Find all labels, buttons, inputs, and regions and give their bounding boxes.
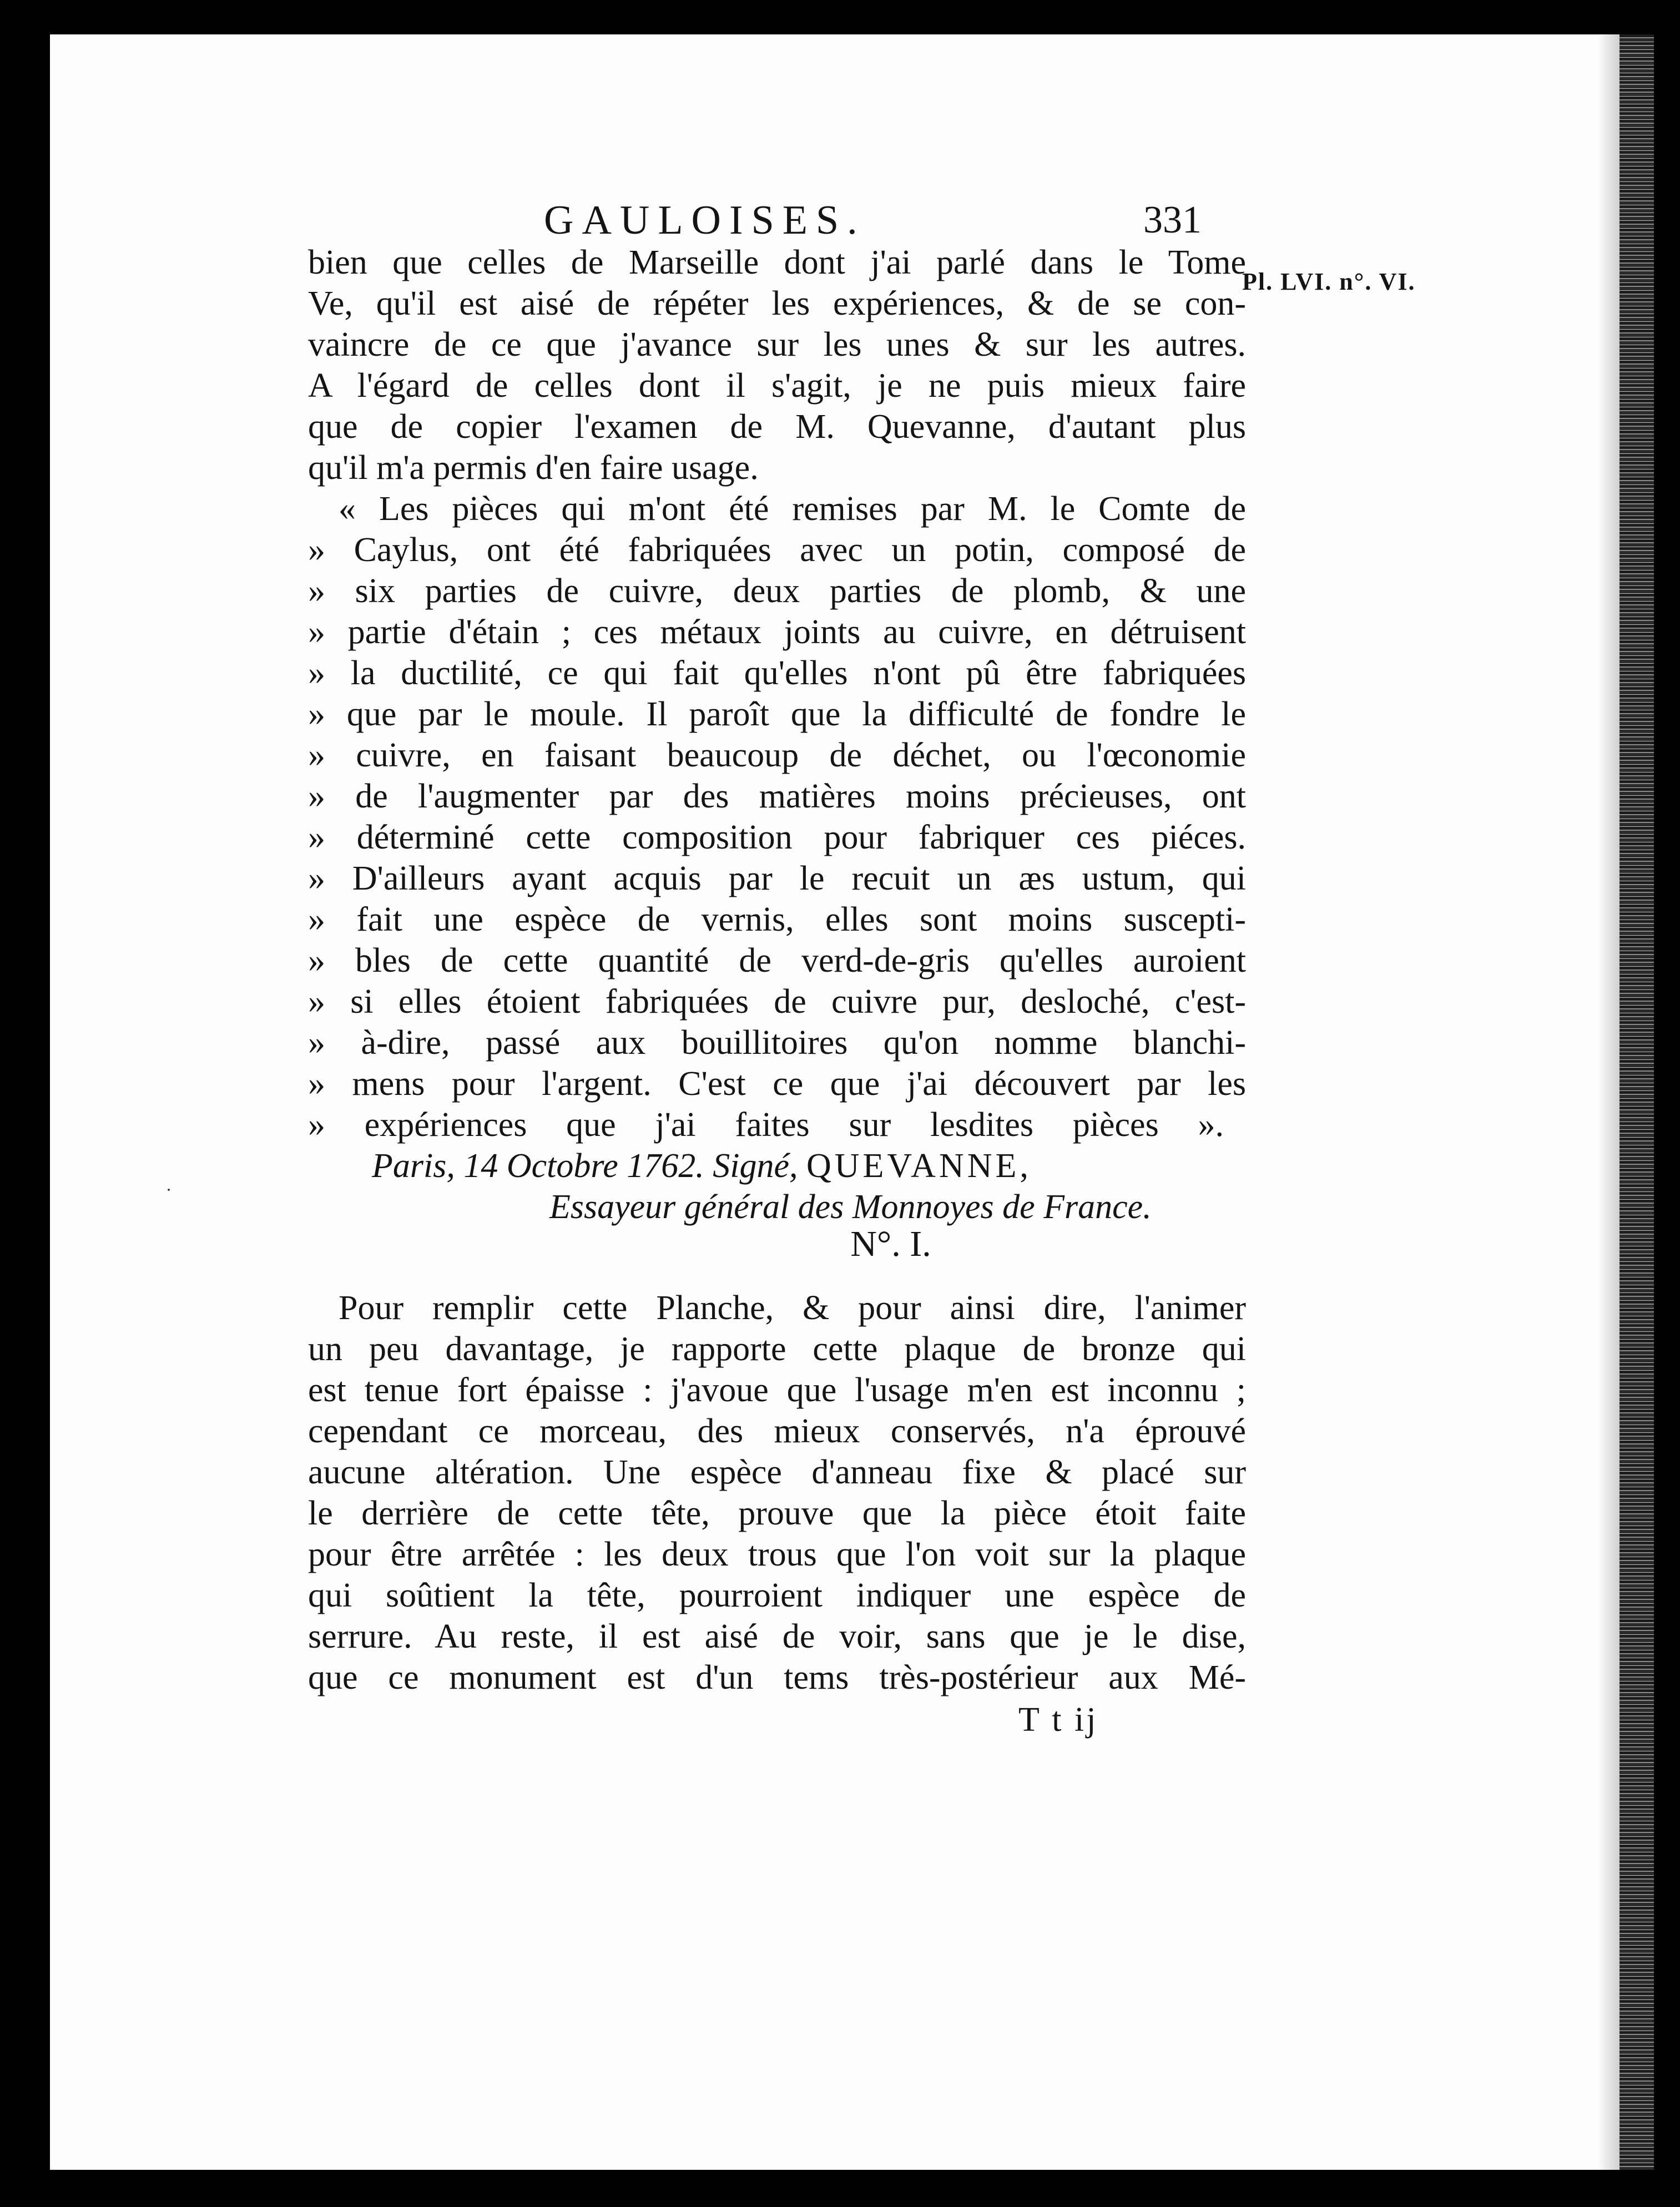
signature-place-date-text: Paris, 14 Octobre 1762. Signé, [372,1147,798,1185]
section-heading: N°. I. [850,1224,931,1264]
signature-name: QUEVANNE, [806,1147,1032,1185]
text-line: cependant ce morceau, des mieux conservés, n'a éprouvé [308,1412,1246,1450]
text-line: Ve, qu'il est aisé de répéter les expériences, & de se con- [308,285,1246,322]
quote-line: » Caylus, ont été fabriquées avec un potin, composé de [308,531,1246,569]
text-line: serrure. Au reste, il est aisé de voir, sans que je le dise, [308,1618,1246,1655]
text-line: qu'il m'a permis d'en faire usage. [308,449,759,487]
text-line: qui soûtient la tête, pourroient indiquer une espèce de [308,1577,1246,1614]
quote-line: » cuivre, en faisant beaucoup de déchet, ou l'œconomie [308,736,1246,774]
running-title: GAULOISES. [544,198,866,243]
text-line: pour être arrêtée : les deux trous que l'on voit sur la plaque [308,1536,1246,1573]
text-line: vaincre de ce que j'avance sur les unes & sur les autres. [308,326,1246,363]
marginal-plate-reference: Pl. LVI. n°. VI. [1242,268,1416,295]
quote-line: » D'ailleurs ayant acquis par le recuit un æs ustum, qui [308,860,1246,897]
book-page [50,34,1654,2170]
quote-line: « Les pièces qui m'ont été remises par M. le Comte de [339,490,1246,528]
text-line: bien que celles de Marseille dont j'ai parlé dans le Tome [308,244,1246,281]
text-line: que ce monument est d'un tems très-postérieur aux Mé- [308,1659,1246,1696]
quote-line: » bles de cette quantité de verd-de-gris qu'elles auroient [308,942,1246,979]
text-line: un peu davantage, je rapporte cette plaque de bronze qui [308,1330,1246,1368]
quote-line: » partie d'étain ; ces métaux joints au cuivre, en détruisent [308,613,1246,651]
quote-line: » de l'augmenter par des matières moins précieuses, ont [308,777,1246,815]
text-line: A l'égard de celles dont il s'agit, je ne puis mieux faire [308,367,1246,405]
book-binding-edge [1620,34,1654,2170]
text-line: le derrière de cette tête, prouve que la pièce étoit faite [308,1494,1246,1532]
quote-line: » à-dire, passé aux bouillitoires qu'on nomme blanchi- [308,1024,1246,1062]
margin-speck [168,1189,170,1191]
signature-place-date [372,1145,1032,1186]
text-line: Pour remplir cette Planche, & pour ainsi dire, l'animer [339,1289,1246,1327]
quote-line: » la ductilité, ce qui fait qu'elles n'ont pû être fabriquées [308,654,1246,692]
signature-title: Essayeur général des Monnoyes de France. [549,1188,1152,1226]
quote-line: » six parties de cuivre, deux parties de plomb, & une [308,572,1246,610]
binding-shadow [1597,34,1620,2170]
text-line: que de copier l'examen de M. Quevanne, d'autant plus [308,408,1246,446]
quote-line: » expériences que j'ai faites sur lesdites pièces ». [308,1106,1224,1144]
page-number: 331 [1143,199,1202,241]
quote-line: » mens pour l'argent. C'est ce que j'ai découvert par les [308,1065,1246,1103]
text-line: aucune altération. Une espèce d'anneau fixe & placé sur [308,1453,1246,1491]
quote-line: » si elles étoient fabriquées de cuivre pur, desloché, c'est- [308,983,1246,1021]
quote-line: » fait une espèce de vernis, elles sont moins suscepti- [308,901,1246,938]
text-line: est tenue fort épaisse : j'avoue que l'usage m'en est inconnu ; [308,1371,1246,1409]
catchword-signature-mark: T t ij [1018,1701,1098,1739]
quote-line: » que par le moule. Il paroît que la difficulté de fondre le [308,695,1246,733]
quote-line: » déterminé cette composition pour fabriquer ces piéces. [308,819,1246,856]
